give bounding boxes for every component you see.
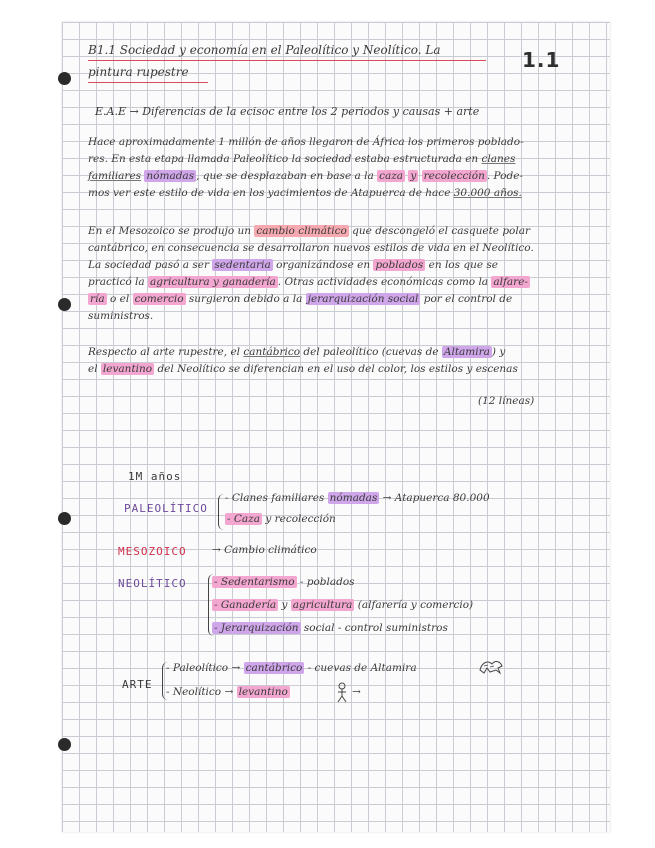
mesozoico-text: → Cambio climático — [212, 544, 317, 556]
binder-hole — [58, 512, 71, 525]
page-title-line-1: B1.1 Sociedad y economía en el Paleolítico y Neolítico. La — [88, 43, 441, 57]
outline-years: 1M años — [128, 470, 182, 483]
bison-doodle-icon — [478, 656, 504, 676]
arte-item-2-arrow: → — [352, 686, 361, 698]
para2-line6: suministros. — [88, 310, 154, 322]
neolitico-item-3: - Jerarquización social - control suministros — [214, 622, 448, 634]
label-mesozoico: MESOZOICO — [118, 545, 187, 558]
para3-line1: Respecto al arte rupestre, el cantábrico del paleolítico (cuevas de Altamira ) y — [88, 346, 506, 358]
line-count-note: (12 líneas) — [478, 395, 535, 407]
arte-item-2: - Neolítico → levantino — [166, 686, 288, 698]
label-arte: ARTE — [122, 678, 153, 691]
para3-line2: el levantino del Neolítico se diferencian en el uso del color, los estilos y escenas — [88, 363, 518, 375]
title-underline — [88, 82, 208, 83]
neolitico-item-2: - Ganadería y agricultura (alfarería y comercio) — [214, 599, 474, 611]
label-paleolitico: PALEOLÍTICO — [124, 502, 208, 515]
paleolitico-item-1: - Clanes familiares nómadas → Atapuerca 80.000 — [225, 492, 490, 504]
para2-line4: practicó la agricultura y ganadería . Otras actividades económicas como la alfare- — [88, 276, 528, 288]
para1-line2: res. En esta etapa llamada Paleolítico la sociedad estaba estructurada en clanes — [88, 153, 516, 165]
page-number: 1.1 — [522, 48, 561, 72]
binder-hole — [58, 72, 71, 85]
paleolitico-item-2: - Caza y recolección — [227, 513, 336, 525]
para1-line1: Hace aproximadamente 1 millón de años llegaron de África los primeros poblado- — [88, 136, 524, 148]
binder-hole — [58, 738, 71, 751]
para2-line5: ría o el comercio surgieron debido a la jerarquización social por el control de — [90, 293, 513, 305]
para2-line1: En el Mesozoico se produjo un cambio climático que descongeló el casquete polar — [88, 225, 531, 237]
binder-hole — [58, 298, 71, 311]
page-title-line-2: pintura rupestre — [88, 65, 189, 79]
eae-line: E.A.E → Diferencias de la ecisoc entre los 2 periodos y causas + arte — [95, 105, 480, 118]
para2-line2: cantábrico, en consecuencia se desarrollaron nuevos estilos de vida en el Neolítico. — [88, 242, 534, 254]
neolitico-item-1: - Sedentarismo - poblados — [214, 576, 355, 588]
brace-paleolitico — [218, 494, 225, 530]
label-neolitico: NEOLÍTICO — [118, 577, 187, 590]
para2-line3: La sociedad pasó a ser sedentaria organizándose en poblados en los que se — [88, 259, 498, 271]
para1-line3: familiares nómadas , que se desplazaban en base a la caza y recolección . Pode- — [88, 170, 523, 182]
title-divider — [88, 60, 486, 61]
arte-item-1: - Paleolítico → cantábrico - cuevas de Altamira — [166, 662, 417, 674]
para1-line4: mos ver este estilo de vida en los yacimientos de Atapuerca de hace 30.000 años. — [88, 187, 522, 199]
